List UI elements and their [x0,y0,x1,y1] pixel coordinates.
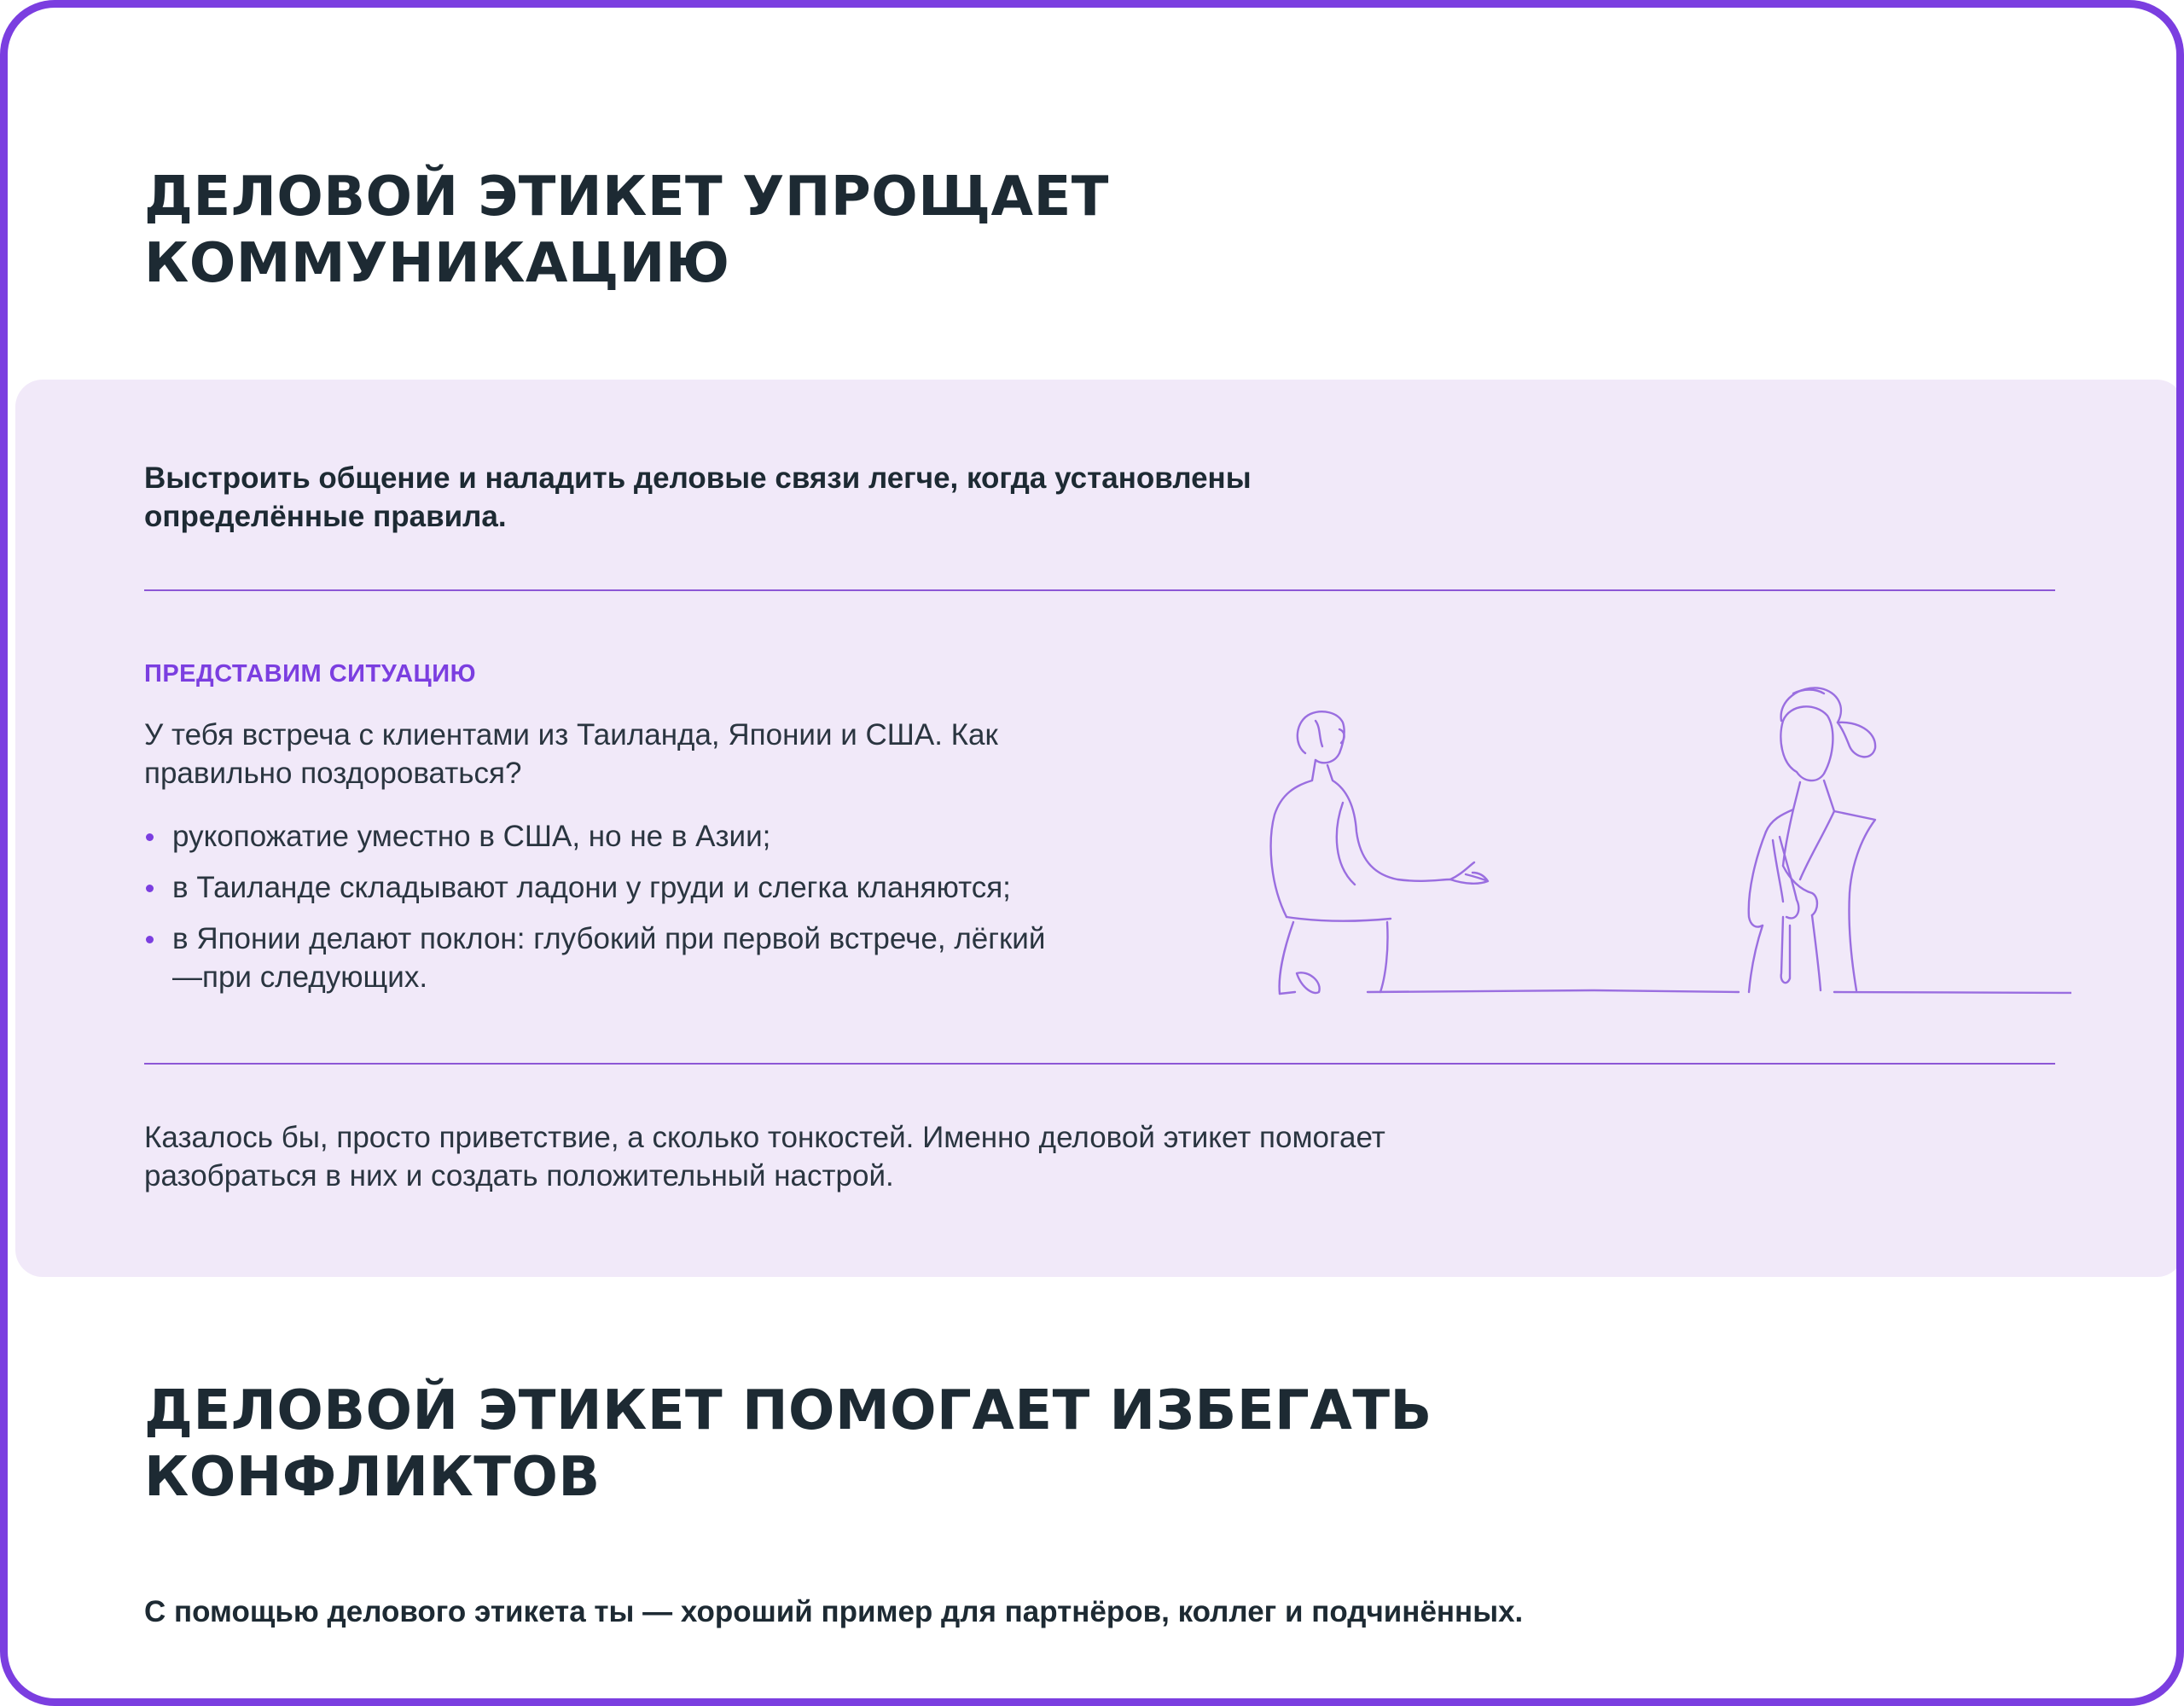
divider-bottom [144,1063,2055,1065]
situation-card [15,380,2184,1277]
bullet-dot-icon [146,833,154,841]
situation-question: У тебя встреча с клиентами из Таиланда, Японии и США. Как правильно поздороваться? [144,718,998,790]
greeting-illustration-icon [1227,670,2071,1011]
card-lead-text: Выстроить общение и наладить деловые связи легче, когда установлены определённые правила. [144,461,1252,533]
list-item [144,817,1125,856]
bullet-dot-icon [146,936,154,943]
section2-lead-text: С помощью делового этикета ты — хороший пример для партнёров, коллег и подчинённых. [144,1595,1524,1628]
list-item-text: в Японии делают поклон: глубокий при первой встрече, лёгкий —при следующих. [172,922,1046,994]
list-item [144,868,1125,907]
list-item [144,920,1125,996]
greeting-list [144,817,1125,1009]
card-conclusion-text: Казалось бы, просто приветствие, а сколько тонкостей. Именно деловой этикет помогает разобраться в них и создать положительный настрой. [144,1121,1385,1192]
situation-eyebrow: ПРЕДСТАВИМ СИТУАЦИЮ [144,660,476,688]
list-item-text: рукопожатие уместно в США, но не в Азии; [172,820,771,853]
list-item-text: в Таиланде складывают ладони у груди и слегка кланяются; [172,871,1011,904]
section-title-conflicts: ДЕЛОВОЙ ЭТИКЕТ ПОМОГАЕТ ИЗБЕГАТЬ КОНФЛИКТОВ [144,1379,1432,1509]
divider-top [144,589,2055,591]
bullet-dot-icon [146,885,154,892]
section-title-communication: ДЕЛОВОЙ ЭТИКЕТ УПРОЩАЕТ КОММУНИКАЦИЮ [144,165,1109,295]
